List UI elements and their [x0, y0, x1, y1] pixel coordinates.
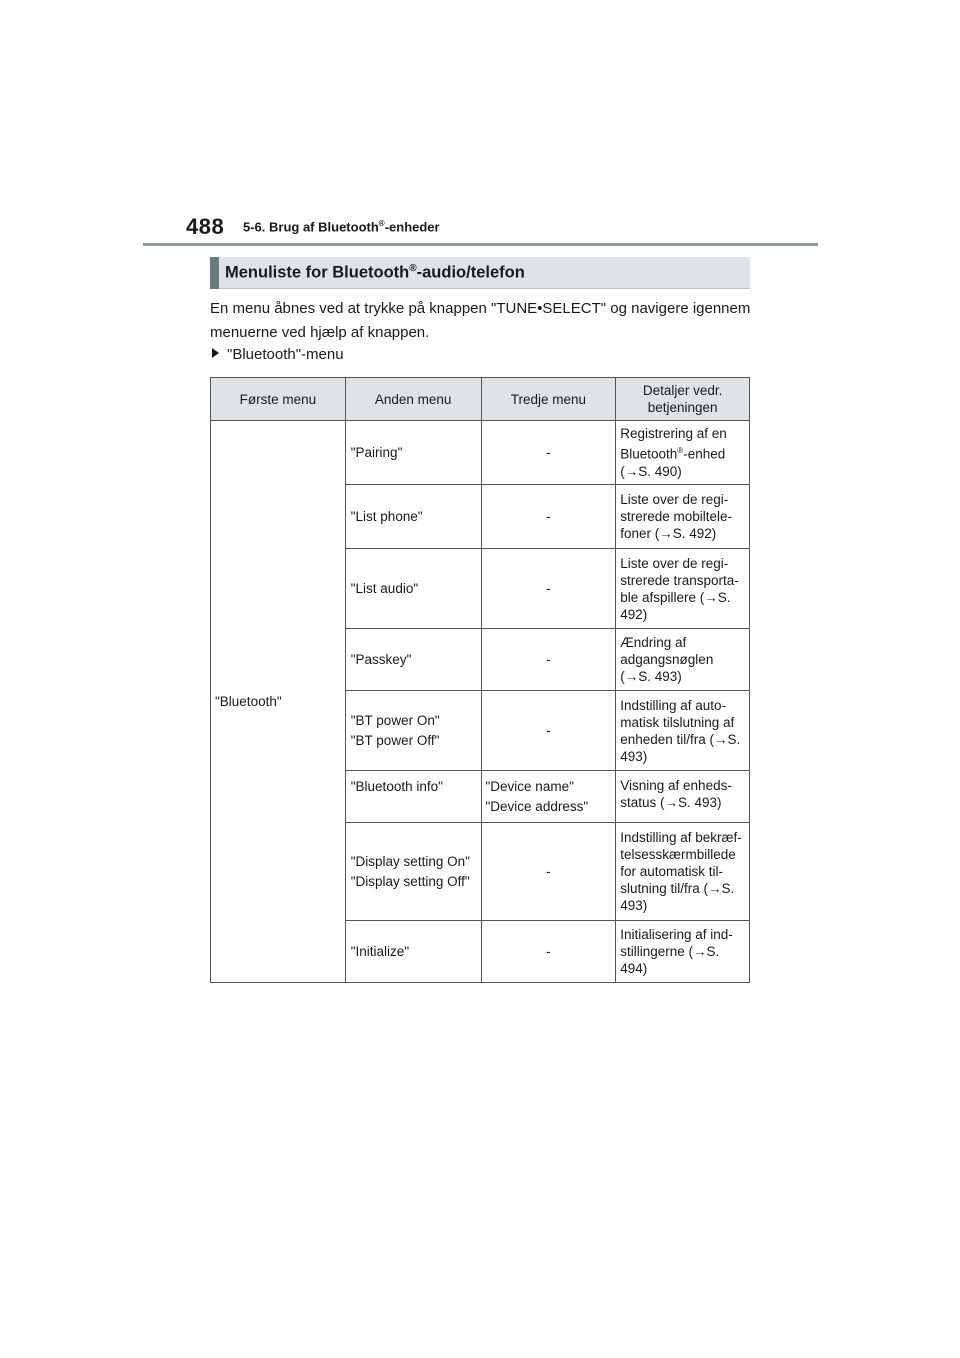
- third-menu-cell: -: [481, 549, 616, 629]
- header-third-menu: Tredje menu: [481, 378, 616, 421]
- second-menu-cell: "Display setting On" "Display setting Off": [345, 823, 481, 921]
- header-second-menu: Anden menu: [345, 378, 481, 421]
- triangle-bullet-icon: [212, 348, 219, 358]
- bullet-text: "Bluetooth"-menu: [227, 346, 344, 363]
- bluetooth-menu-table: [210, 377, 750, 983]
- second-menu-cell: "List phone": [345, 485, 481, 549]
- chapter-title: 5-6. Brug af Bluetooth®-enheder: [243, 219, 440, 235]
- second-menu-cell: "List audio": [345, 549, 481, 629]
- third-menu-cell: -: [481, 629, 616, 691]
- page-number: 488: [186, 214, 225, 239]
- intro-paragraph: En menu åbnes ved at trykke på knappen "TUNE•SELECT" og navigere igennem menuerne ved hjælp af knappen.: [210, 300, 751, 341]
- second-menu-cell: "Pairing": [345, 421, 481, 485]
- table-header-row: [211, 378, 750, 421]
- second-menu-cell: "Passkey": [345, 629, 481, 691]
- second-menu-cell: "Bluetooth info": [345, 771, 481, 823]
- details-cell: Initialisering af ind-stillingerne (→S. 494): [616, 921, 750, 983]
- section-accent: [210, 257, 219, 289]
- details-cell: Visning af enheds-status (→S. 493): [616, 771, 750, 823]
- third-menu-cell: -: [481, 691, 616, 771]
- details-cell: Indstilling af bekræf-telsesskærmbillede for automatisk til-slutning til/fra (→S. 493): [616, 823, 750, 921]
- third-menu-cell: -: [481, 485, 616, 549]
- third-menu-cell: -: [481, 421, 616, 485]
- second-menu-cell: "BT power On" "BT power Off": [345, 691, 481, 771]
- third-menu-cell: -: [481, 823, 616, 921]
- third-menu-cell: "Device name" "Device address": [481, 771, 616, 823]
- header-rule: [143, 243, 818, 246]
- header-details: Detaljer vedr. betjeningen: [616, 378, 750, 421]
- second-menu-cell: "Initialize": [345, 921, 481, 983]
- details-cell: Liste over de regi-strerede transporta-ble afspillere (→S. 492): [616, 549, 750, 629]
- table-row: [211, 421, 750, 485]
- third-menu-cell: -: [481, 921, 616, 983]
- details-cell: Ændring af adgangsnøglen (→S. 493): [616, 629, 750, 691]
- first-menu-cell: "Bluetooth": [211, 421, 346, 983]
- details-cell: Indstilling af auto-matisk tilslutning af enheden til/fra (→S. 493): [616, 691, 750, 771]
- bullet-item: [212, 346, 344, 363]
- details-cell: Registrering af en Bluetooth®-enhed (→S. 490): [616, 421, 750, 485]
- header-first-menu: Første menu: [211, 378, 346, 421]
- section-title: Menuliste for Bluetooth®-audio/telefon: [225, 263, 525, 282]
- details-cell: Liste over de regi-strerede mobiltele-foner (→S. 492): [616, 485, 750, 549]
